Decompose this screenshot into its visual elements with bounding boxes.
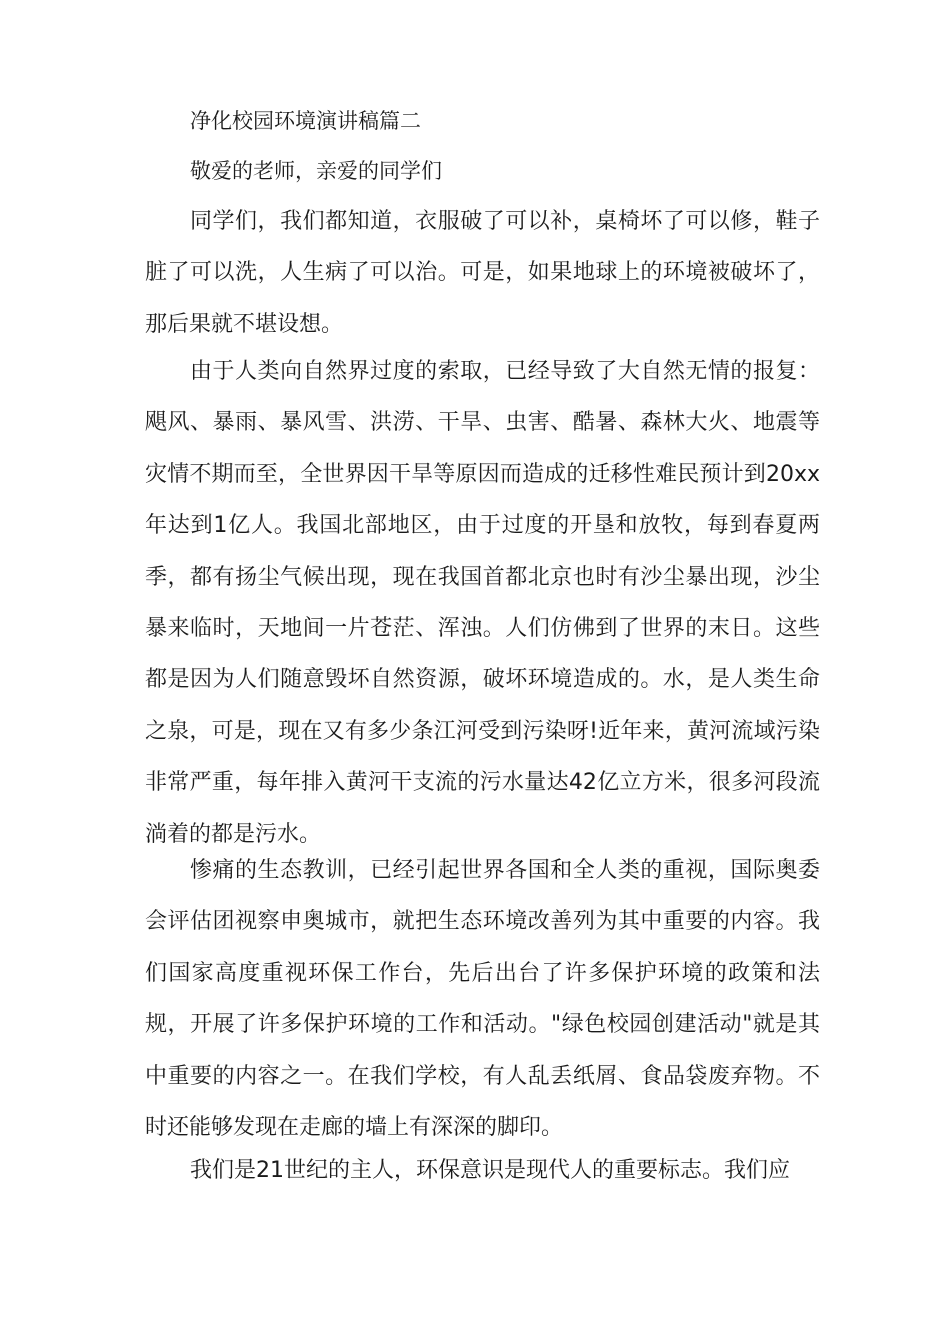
paragraph-2: 由于人类向自然界过度的索取，已经导致了大自然无情的报复：飓风、暴雨、暴风雪、洪涝、干旱、虫害、酷暑、森林大火、地震等灾情不期而至，全世界因干旱等原因而造成的迁移性难民预计到20xx年达到1亿人。我国北部地区，由于过度的开垦和放牧，每到春夏两季，都有扬尘气候出现，现在我国首都北京也时有沙尘暴出现，沙尘暴来临时，天地间一片苍茫、浑浊。人们仿佛到了世界的末日。这些都是因为人们随意毁坏自然资源，破坏环境造成的。水，是人类生命之泉，可是，现在又有多少条江河受到污染呀!近年来，黄河流域污染非常严重，每年排入黄河干支流的污水量达42亿立方米，很多河段流淌着的都是污水。: [145, 359, 820, 847]
greeting-line: 敬爱的老师，亲爱的同学们: [190, 159, 442, 183]
paragraph-3: 惨痛的生态教训，已经引起世界各国和全人类的重视，国际奥委会评估团视察申奥城市，就把生态环境改善列为其中重要的内容。我们国家高度重视环保工作台，先后出台了许多保护环境的政策和法规，开展了许多保护环境的工作和活动。"绿色校园创建活动"就是其中重要的内容之一。在我们学校，有人乱丢纸屑、食品袋废弃物。不时还能够发现在走廊的墙上有深深的脚印。: [145, 858, 820, 1141]
paragraph-4: 我们是21世纪的主人，环保意识是现代人的重要标志。我们应: [190, 1158, 790, 1183]
paragraph-1: 同学们，我们都知道，衣服破了可以补，桌椅坏了可以修，鞋子脏了可以洗，人生病了可以治。可是，如果地球上的环境被破坏了，那后果就不堪设想。: [145, 209, 820, 337]
document-title: 净化校园环境演讲稿篇二: [190, 109, 421, 133]
